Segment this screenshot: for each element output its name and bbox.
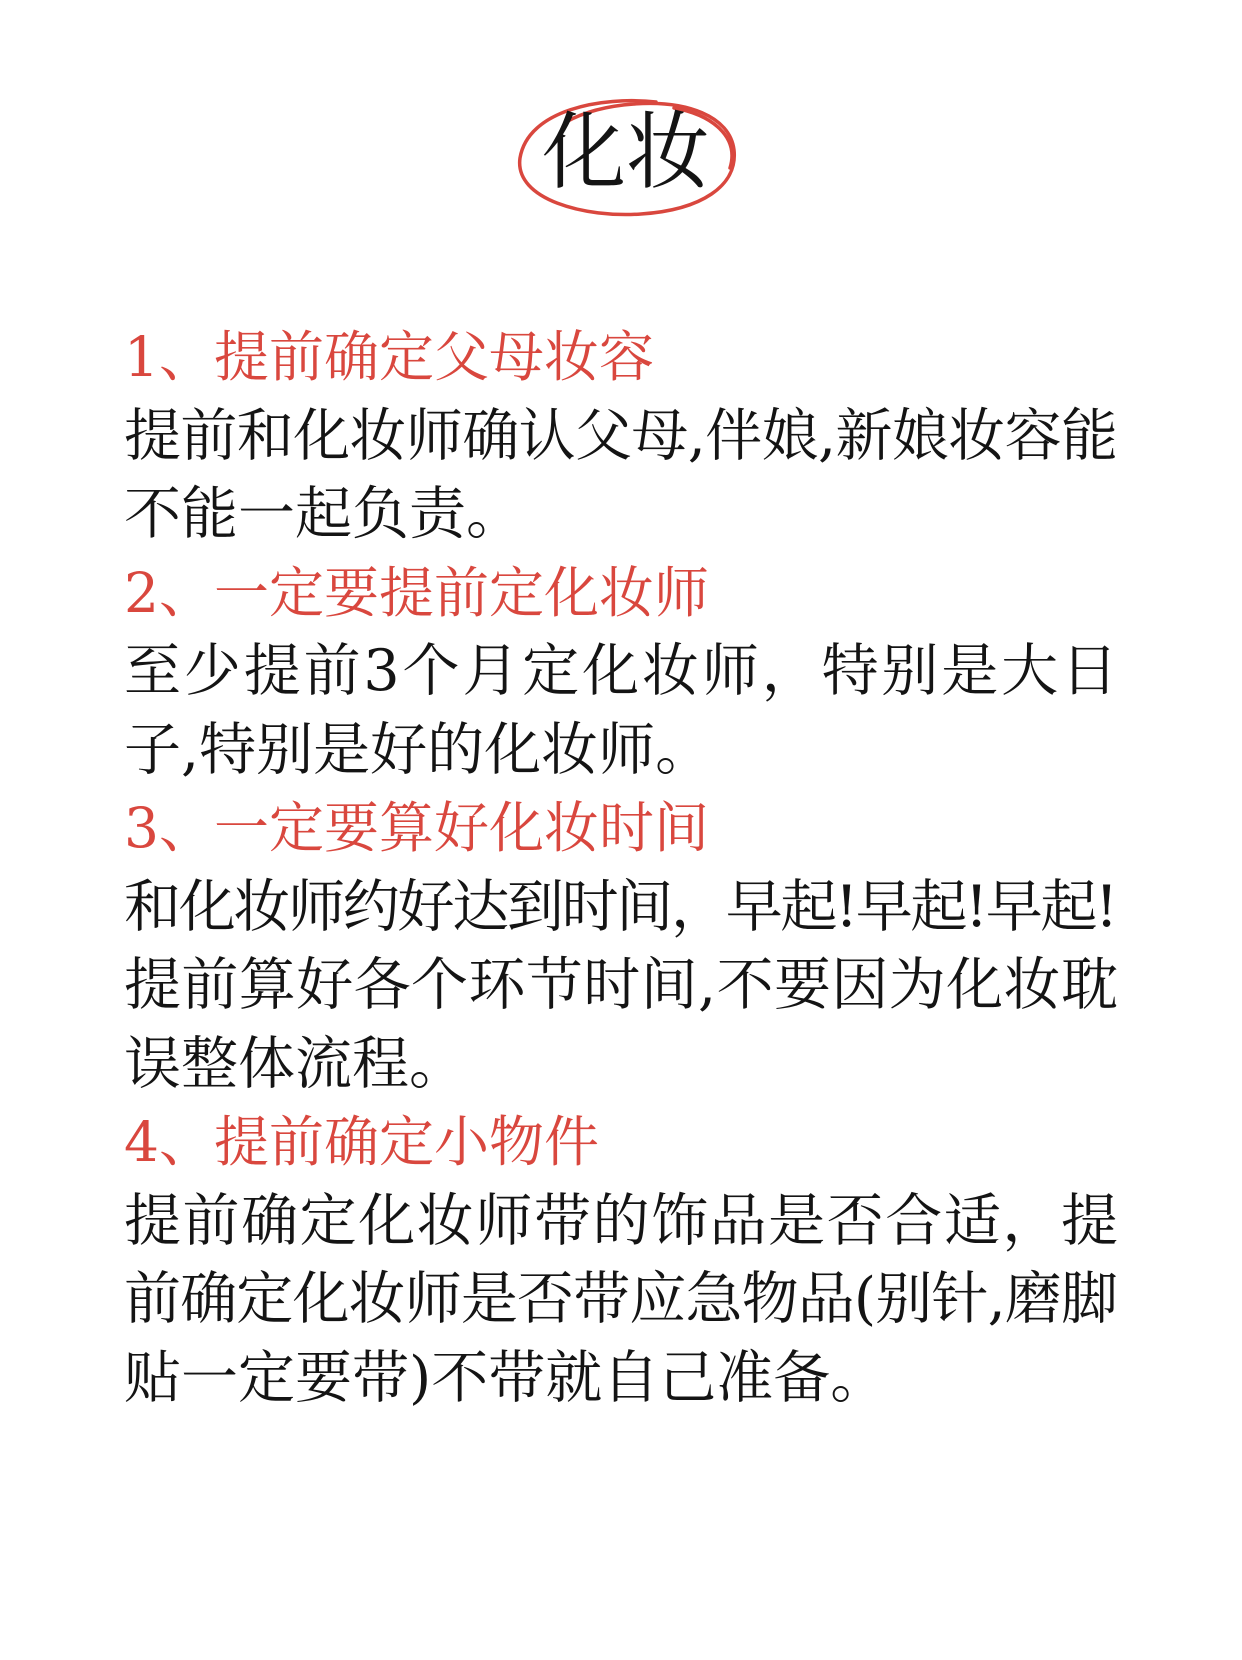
section-3-body-line: 误整体流程。	[124, 1030, 466, 1097]
section-4-body-line: 前确定化妆师是否带应急物品(别针,磨脚	[124, 1266, 1118, 1332]
section-4-body-line: 提前确定化妆师带的饰品是否合适，提	[124, 1187, 1120, 1254]
section-heading-2: 2、一定要提前定化妆师	[124, 560, 709, 625]
content	[124, 318, 1121, 1417]
section-heading-4: 4、提前确定小物件	[124, 1110, 599, 1174]
section-3-body-line: 提前算好各个环节时间,不要因为化妆耽	[124, 952, 1119, 1018]
section-heading-1: 1、提前确定父母妆容	[124, 325, 654, 389]
page-title: 化妆	[541, 103, 710, 201]
section-2-body-line: 至少提前3个月定化妆师，特别是大日	[124, 638, 1121, 704]
section-1-body-line: 提前和化妆师确认父母,伴娘,新娘妆容能	[124, 402, 1118, 469]
section-4-body-line: 贴一定要带)不带就自己准备。	[124, 1344, 888, 1411]
section-3-body-line: 和化妆师约好达到时间，早起!早起!早起!	[124, 873, 1116, 940]
section-2-body-line: 子,特别是好的化妆师。	[124, 716, 713, 783]
section-heading-3: 3、一定要算好化妆时间	[124, 796, 709, 860]
section-1-body-line: 不能一起负责。	[124, 481, 523, 547]
